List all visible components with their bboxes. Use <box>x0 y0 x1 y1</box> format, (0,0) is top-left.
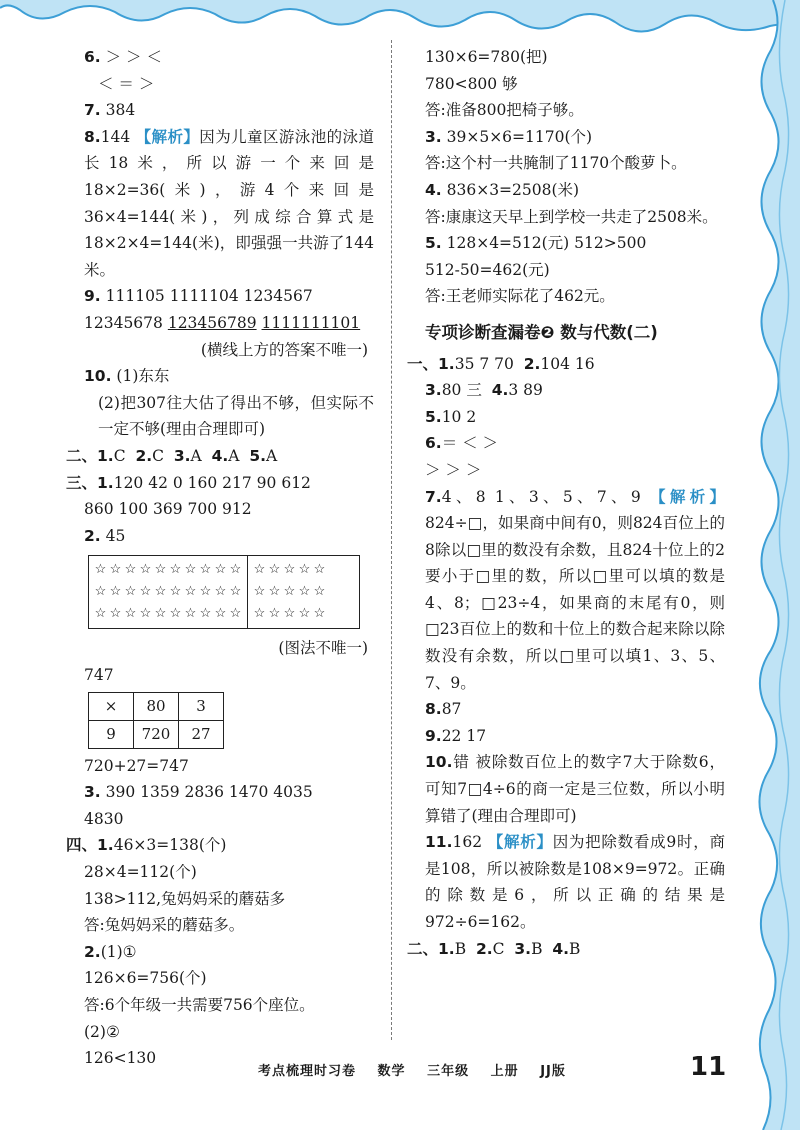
line-answer-chairs: 答:准备800把椅子够。 <box>425 101 584 120</box>
star-icon: ☆ <box>94 606 107 622</box>
star-icon: ☆ <box>214 584 227 600</box>
table-cell: 80 <box>134 693 179 721</box>
star-row <box>93 603 243 625</box>
section-2-answers: 二、1.C 2.C 3.A 4.A 5.A <box>66 446 278 465</box>
star-icon: ☆ <box>139 584 152 600</box>
star-icon: ☆ <box>154 606 167 622</box>
star-icon: ☆ <box>283 562 296 578</box>
section-4-q2: 2.(1)① <box>84 942 137 961</box>
star-icon: ☆ <box>109 606 122 622</box>
right-column <box>407 44 725 962</box>
star-icon: ☆ <box>283 606 296 622</box>
star-icon: ☆ <box>283 584 296 600</box>
star-icon: ☆ <box>184 584 197 600</box>
star-icon: ☆ <box>184 562 197 578</box>
star-row <box>252 581 327 603</box>
left-column <box>66 44 374 1072</box>
section-4-q2-line2: 126×6=756(个) <box>84 969 207 988</box>
answer-5-line2: 512-50=462(元) <box>425 260 550 279</box>
section-3-q2: 2. 45 <box>84 526 126 545</box>
footer-subject: 数学 <box>377 1064 406 1079</box>
answer-5: 5. 128×4=512(元) 512>500 <box>425 234 647 253</box>
answer-6: 6. ＞ ＞ ＜ <box>84 48 162 66</box>
star-row <box>252 603 327 625</box>
column-divider <box>391 40 392 1040</box>
answer-9-note: (横线上方的答案不唯一) <box>200 340 368 359</box>
star-icon: ☆ <box>139 562 152 578</box>
star-icon: ☆ <box>109 584 122 600</box>
section-1-row4: 6.＝ ＜ ＞ <box>425 434 499 453</box>
multiplication-table <box>88 692 224 748</box>
star-group-large <box>89 556 247 628</box>
section-4-q2-answer: 答:6个年级一共需要756个座位。 <box>84 996 315 1014</box>
answer-10: 10. (1)东东 <box>84 367 170 386</box>
answer-9-row2: 12345678 123456789 1111111101 <box>84 313 361 332</box>
star-row <box>93 581 243 603</box>
section-4-q1-answer: 答:兔妈妈采的蘑菇多。 <box>84 916 245 935</box>
section-4-q2-line5: 126<130 <box>84 1049 157 1068</box>
star-icon: ☆ <box>154 562 167 578</box>
section-1-row1: 一、1.35 7 70 2.104 16 <box>407 354 595 373</box>
section-4-q1-line3: 138>112,兔妈妈采的蘑菇多 <box>84 889 286 908</box>
star-icon: ☆ <box>124 584 137 600</box>
star-icon: ☆ <box>268 606 281 622</box>
analysis-tag: 【解析】 <box>487 833 553 852</box>
star-row <box>93 559 243 581</box>
answer-4: 4. 836×3=2508(米) <box>425 180 580 199</box>
answer-7-right: 7.4、8 1、3、5、7、9 【解析】824÷□，如果商中间有0，则824百位上的8除以□里的数没有余数，且824十位上的2要小于□里的数，所以□里可以填的数是4、8；□23÷4，如果商的末尾有0，则□23百位上的数和十位上的数合起来除以除数没有余数，所以□里可以填1、3、5、7、9。 <box>425 487 725 692</box>
star-icon: ☆ <box>169 584 182 600</box>
section-3-q1: 三、1.120 42 0 160 217 90 612 <box>66 473 311 492</box>
section-4-q2-part2: (2)② <box>84 1022 120 1041</box>
star-icon: ☆ <box>268 584 281 600</box>
star-icon: ☆ <box>229 606 242 622</box>
star-icon: ☆ <box>199 584 212 600</box>
page-number: 11 <box>690 1052 727 1082</box>
star-icon: ☆ <box>199 606 212 622</box>
star-icon: ☆ <box>169 562 182 578</box>
table-row <box>89 721 224 749</box>
section-title: 专项诊断查漏卷❷ 数与代数(二) <box>425 322 658 342</box>
answer-11-right: 11.162 【解析】因为把除数看成9时，商是108，所以被除数是108×9=972。正确的除数是6，所以正确的结果是972÷6=162。 <box>425 833 725 931</box>
table-cell: 27 <box>179 721 224 749</box>
star-icon: ☆ <box>214 562 227 578</box>
section-3-q1-row2: 860 100 369 700 912 <box>84 500 252 519</box>
answer-8-right: 8.87 <box>425 700 462 719</box>
star-icon: ☆ <box>313 584 326 600</box>
star-icon: ☆ <box>313 606 326 622</box>
star-group-small <box>247 556 331 628</box>
star-icon: ☆ <box>124 606 137 622</box>
answer-4-text: 答:康康这天早上到学校一共走了2508米。 <box>425 207 718 226</box>
figure-note: (图法不唯一) <box>278 639 368 658</box>
star-icon: ☆ <box>298 606 311 622</box>
section-1-row3: 5.10 2 <box>425 407 477 426</box>
star-icon: ☆ <box>313 562 326 578</box>
answer-6-row2: ＜ ＝ ＞ <box>98 74 155 93</box>
star-icon: ☆ <box>184 606 197 622</box>
analysis-tag: 【解析】 <box>135 127 200 146</box>
table-cell: 9 <box>89 721 134 749</box>
table-cell: 720 <box>134 721 179 749</box>
star-icon: ☆ <box>94 562 107 578</box>
footer-book: 考点梳理时习卷 <box>258 1064 357 1079</box>
footer-grade: 三年级 <box>427 1064 470 1079</box>
star-icon: ☆ <box>298 562 311 578</box>
star-icon: ☆ <box>268 562 281 578</box>
star-icon: ☆ <box>199 562 212 578</box>
section-4-q1-line2: 28×4=112(个) <box>84 863 197 882</box>
star-icon: ☆ <box>169 606 182 622</box>
star-icon: ☆ <box>253 584 266 600</box>
answer-5-text: 答:王老师实际花了462元。 <box>425 287 615 306</box>
answer-9: 9. 111105 1111104 1234567 <box>84 287 313 306</box>
star-row <box>252 559 327 581</box>
answer-3: 3. 39×5×6=1170(个) <box>425 127 593 146</box>
line-chairs: 130×6=780(把) <box>425 48 548 66</box>
analysis-tag: 【解析】 <box>650 487 725 506</box>
star-icon: ☆ <box>253 606 266 622</box>
star-icon: ☆ <box>109 562 122 578</box>
section-4-q1: 四、1.46×3=138(个) <box>66 836 227 855</box>
answer-9-right: 9.22 17 <box>425 726 487 745</box>
star-grouping-figure <box>88 555 360 629</box>
table-cell: × <box>89 693 134 721</box>
star-icon: ☆ <box>229 584 242 600</box>
star-icon: ☆ <box>124 562 137 578</box>
wave-border-right <box>725 0 800 1130</box>
section-2-right: 二、1.B 2.C 3.B 4.B <box>407 939 581 958</box>
star-icon: ☆ <box>154 584 167 600</box>
answer-10-right: 10.错 被除数百位上的数字7大于除数6，可知7□4÷6的商一定是三位数，所以小明算错了(理由合理即可) <box>425 753 725 825</box>
answer-8: 8.144 【解析】因为儿童区游泳池的泳道长18米，所以游一个来回是18×2=36(米)，游4个来回是36×4=144(米)，列成综合算式是18×2×4=144(米)，即强强一共游了144米。 <box>84 127 374 279</box>
answer-7: 7. 384 <box>84 101 136 120</box>
section-3-q3-row2: 4830 <box>84 809 124 828</box>
footer-term: 上册 <box>490 1064 519 1079</box>
table-cell: 3 <box>179 693 224 721</box>
star-icon: ☆ <box>139 606 152 622</box>
footer-edition: JJ版 <box>540 1064 566 1079</box>
section-3-q3: 3. 390 1359 2836 1470 4035 <box>84 783 313 802</box>
answer-3-text: 答:这个村一共腌制了1170个酸萝卜。 <box>425 154 687 173</box>
line-compare: 780<800 够 <box>425 74 518 93</box>
table-row <box>89 693 224 721</box>
equation-747: 720+27=747 <box>84 756 189 775</box>
star-icon: ☆ <box>94 584 107 600</box>
section-1-row2: 3.80 三 4.3 89 <box>425 381 543 400</box>
section-1-row5: ＞ ＞ ＞ <box>425 460 482 479</box>
star-icon: ☆ <box>298 584 311 600</box>
answer-10-part2: (2)把307往大估了得出不够，但实际不一定不够(理由合理即可) <box>98 393 374 439</box>
star-icon: ☆ <box>229 562 242 578</box>
page-footer <box>258 1060 582 1079</box>
star-icon: ☆ <box>253 562 266 578</box>
value-747: 747 <box>84 665 114 684</box>
star-icon: ☆ <box>214 606 227 622</box>
